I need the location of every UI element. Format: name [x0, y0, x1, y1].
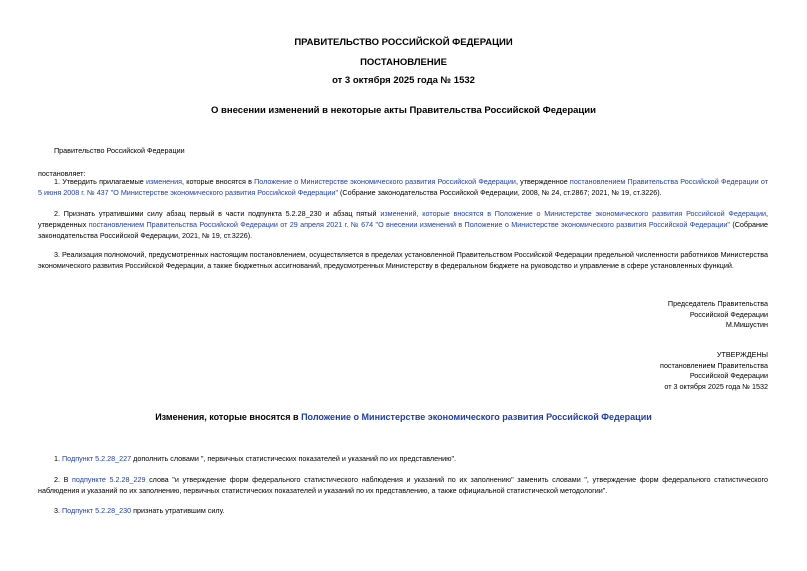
document-type: ПОСТАНОВЛЕНИЕ: [360, 57, 447, 68]
intro-decrees: постановляет:: [38, 169, 86, 178]
c3-number: 3.: [54, 506, 62, 515]
subpoint-229-link[interactable]: подпункте 5.2.28_229: [72, 475, 146, 484]
approval-line2: постановлением Правительства: [660, 360, 768, 370]
c1-text: дополнить словами ", первичных статистических показателей и указаний по их представлению".: [131, 454, 457, 463]
changes-heading-text: Изменения, которые вносятся в: [155, 412, 302, 422]
document-title: О внесении изменений в некоторые акты Правительства Российской Федерации: [211, 105, 596, 116]
document-date-number: от 3 октября 2025 года № 1532: [332, 75, 475, 86]
c2-number: 2. В: [54, 475, 73, 484]
paragraph-1: [38, 176, 768, 198]
p2-text-a: 2. Признать утратившими силу абзац первый в части подпункта 5.2.28_230 и абзац пятый: [54, 209, 381, 218]
changes-heading: [0, 412, 807, 422]
signature-block: [668, 299, 768, 331]
regulation-link[interactable]: Положение о Министерстве экономического развития Российской Федерации: [254, 177, 516, 186]
intro-government: Правительство Российской Федерации: [54, 146, 185, 155]
p1-text-b: , которые вносятся в: [182, 177, 255, 186]
signature-name: М.Мишустин: [725, 320, 768, 329]
resolution-437-link[interactable]: постановлением Правительства Российской Федерации от 5 июня 2008 г. № 437 "О Министерстве экономического развития Российской Федерации": [38, 177, 768, 197]
changes-link[interactable]: изменения: [145, 177, 183, 186]
changes-regulation-link[interactable]: изменений, которые вносятся в Положение о Министерстве экономического развития Российской Федерации: [380, 209, 766, 218]
resolution-674-link[interactable]: постановлением Правительства Российской Федерации от 29 апреля 2021 г. № 674 "О внесении изменений в Положение о Министерстве экономического развития Российской Федерации": [88, 220, 730, 229]
c2-text: слова "и утверждение форм федерального статистического наблюдения и указаний по их заполнению" заменить словами ", утверждение форм федерального статистического наблюдения и указаний по их заполнению, первичных статистических показателей и указаний по их представлению, а также официальной статистической методологии".: [38, 475, 768, 495]
change-item-1: [38, 453, 768, 464]
c1-number: 1.: [54, 454, 62, 463]
approval-title: УТВЕРЖДЕНЫ: [716, 350, 768, 359]
paragraph-2: [38, 208, 768, 241]
p2-text-b: , утвержденных: [38, 209, 768, 229]
p2-text-c: (Собрание законодательства Российской Федерации, 2021, № 19, ст.3226).: [38, 220, 768, 240]
subpoint-227-link[interactable]: Подпункт 5.2.28_227: [62, 454, 132, 463]
signature-title: Председатель Правительства: [667, 299, 768, 308]
subpoint-230-link[interactable]: Подпункт 5.2.28_230: [62, 506, 132, 515]
p1-text-d: (Собрание законодательства Российской Федерации, 2008, № 24, ст.2867; 2021, № 19, ст.3226).: [338, 188, 662, 197]
government-heading: ПРАВИТЕЛЬСТВО РОССИЙСКОЙ ФЕДЕРАЦИИ: [294, 37, 513, 48]
change-item-3: [38, 505, 768, 516]
p1-text-c: , утвержденное: [515, 177, 570, 186]
changes-heading-link[interactable]: Положение о Министерстве экономического развития Российской Федерации: [301, 412, 652, 422]
approval-block: [660, 350, 768, 392]
change-item-2: [38, 474, 768, 496]
c3-text: признать утратившим силу.: [131, 506, 225, 515]
signature-country: Российской Федерации: [689, 309, 768, 319]
approval-date: от 3 октября 2025 года № 1532: [664, 381, 768, 391]
paragraph-3: 3. Реализация полномочий, предусмотренных настоящим постановлением, осуществляется в пределах установленной Правительством Российской Федерации предельной численности работников Министерства экономического развития Российской Федерации, а также бюджетных ассигнований, предусмотренных Министерству в федеральном бюджете на руководство и управление в сфере установленных функций.: [38, 250, 768, 270]
approval-line3: Российской Федерации: [689, 371, 768, 380]
p1-text-a: 1. Утвердить прилагаемые: [54, 177, 146, 186]
